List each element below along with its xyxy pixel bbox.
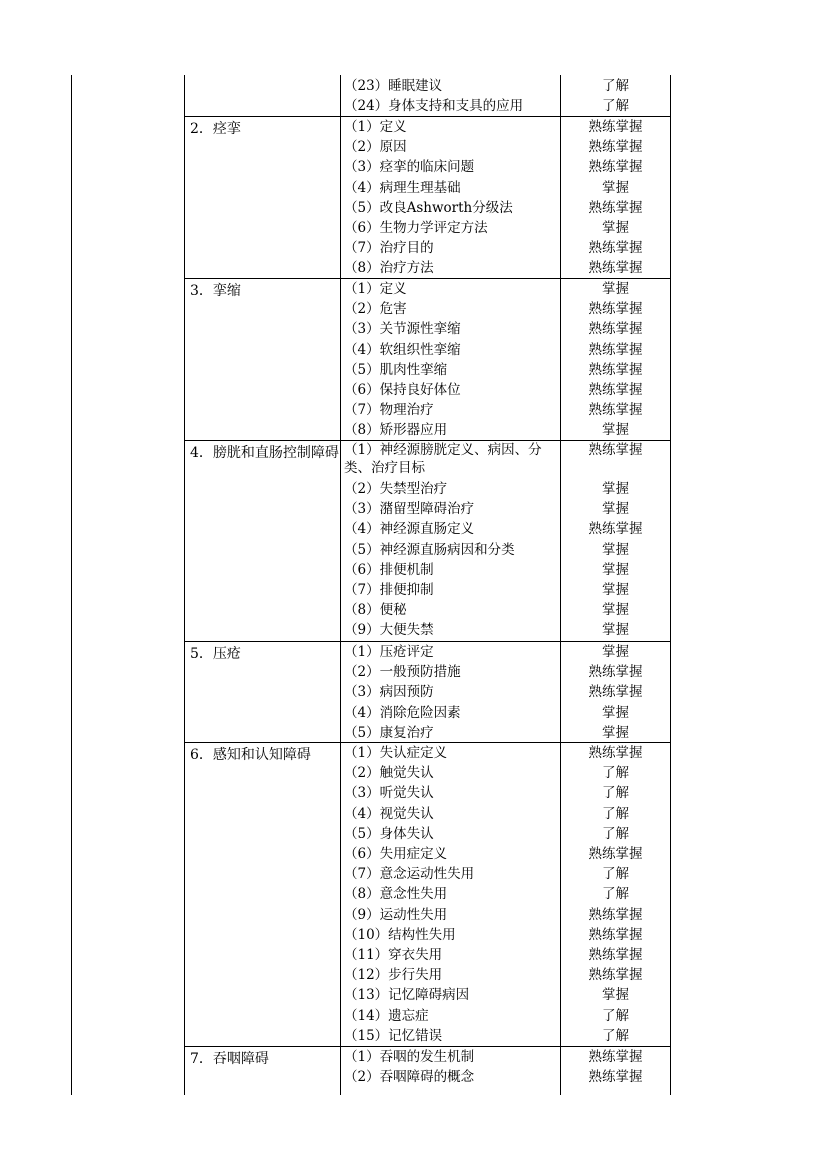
item-text: （2）原因 xyxy=(344,139,407,156)
requirement-level: 掌握 xyxy=(602,561,629,578)
requirement-level: 熟练掌握 xyxy=(588,240,643,257)
requirement-level: 熟练掌握 xyxy=(588,199,643,216)
requirement-level: 熟练掌握 xyxy=(588,521,643,538)
item-list xyxy=(341,76,670,116)
item-list xyxy=(341,117,670,279)
requirement-level: 熟练掌握 xyxy=(588,745,643,762)
category-label: 6．感知和认知障碍 xyxy=(190,747,311,763)
item-text: （24）身体支持和支具的应用 xyxy=(344,98,524,115)
table-divider-category xyxy=(184,75,185,1095)
item-text: （2）一般预防措施 xyxy=(344,664,461,681)
table-row xyxy=(341,1067,670,1087)
requirement-level: 熟练掌握 xyxy=(588,361,643,378)
table-row xyxy=(341,319,670,339)
item-text: （5）神经源直肠病因和分类 xyxy=(344,541,515,558)
requirement-level: 了解 xyxy=(602,765,629,782)
table-row xyxy=(341,925,670,945)
requirement-level: 掌握 xyxy=(602,281,629,298)
table-row xyxy=(341,299,670,319)
requirement-level: 掌握 xyxy=(602,987,629,1004)
requirement-level: 了解 xyxy=(602,825,629,842)
table-row xyxy=(341,884,670,904)
table-row xyxy=(341,540,670,560)
requirement-level: 掌握 xyxy=(602,704,629,721)
table-row xyxy=(341,117,670,137)
requirement-level: 掌握 xyxy=(602,582,629,599)
table-row xyxy=(341,905,670,925)
requirement-level: 掌握 xyxy=(602,644,629,661)
table-row xyxy=(341,238,670,258)
table-row xyxy=(341,580,670,600)
table-row xyxy=(341,178,670,198)
item-text: （3）听觉失认 xyxy=(344,785,434,802)
category-label: 7．吞咽障碍 xyxy=(190,1051,269,1067)
category-label: 4．膀胱和直肠控制障碍 xyxy=(190,445,339,461)
table-row xyxy=(341,560,670,580)
table-row xyxy=(341,662,670,682)
item-text: （6）保持良好体位 xyxy=(344,382,461,399)
requirement-level: 熟练掌握 xyxy=(588,139,643,156)
table-row xyxy=(341,945,670,965)
item-text: （4）视觉失认 xyxy=(344,805,434,822)
requirement-level: 掌握 xyxy=(602,220,629,237)
requirement-level: 熟练掌握 xyxy=(588,926,643,943)
table-row xyxy=(341,499,670,519)
table-row xyxy=(341,682,670,702)
item-text: （5）身体失认 xyxy=(344,825,434,842)
requirement-level: 熟练掌握 xyxy=(588,684,643,701)
table-row xyxy=(341,258,670,278)
item-text: （6）生物力学评定方法 xyxy=(344,220,488,237)
table-row xyxy=(341,519,670,539)
item-text: （4）病理生理基础 xyxy=(344,179,461,196)
requirement-level: 熟练掌握 xyxy=(588,967,643,984)
item-text: （1）吞咽的发生机制 xyxy=(344,1049,475,1066)
requirement-level: 掌握 xyxy=(602,602,629,619)
item-text: （9）大便失禁 xyxy=(344,622,434,639)
table-row xyxy=(341,479,670,499)
item-text: （4）神经源直肠定义 xyxy=(344,521,475,538)
item-text: （3）关节源性挛缩 xyxy=(344,321,461,338)
requirement-level: 熟练掌握 xyxy=(588,442,643,458)
requirement-level: 了解 xyxy=(602,785,629,802)
item-text: （3）痉挛的临床问题 xyxy=(344,159,475,176)
item-text: （1）定义 xyxy=(344,119,407,136)
requirement-level: 掌握 xyxy=(602,179,629,196)
table-border-right xyxy=(670,75,671,1095)
table-row xyxy=(341,400,670,420)
table-row xyxy=(341,804,670,824)
table-border-left xyxy=(71,75,72,1095)
item-text: （6）失用症定义 xyxy=(344,846,448,863)
item-text: （6）排便机制 xyxy=(344,561,434,578)
item-text: （8）治疗方法 xyxy=(344,260,434,277)
item-text: （9）运动性失用 xyxy=(344,906,448,923)
requirement-level: 了解 xyxy=(602,1027,629,1044)
item-text: （3）潴留型障碍治疗 xyxy=(344,501,475,518)
requirement-level: 熟练掌握 xyxy=(588,321,643,338)
table-row xyxy=(341,642,670,662)
table-row xyxy=(341,76,670,96)
item-text: （2）吞咽障碍的概念 xyxy=(344,1069,475,1086)
item-text: （12）步行失用 xyxy=(344,967,443,984)
table-row xyxy=(341,380,670,400)
table-row xyxy=(341,96,670,116)
item-text: （7）排便抑制 xyxy=(344,582,434,599)
item-list xyxy=(341,743,670,1046)
table-row xyxy=(341,137,670,157)
item-text: （7）治疗目的 xyxy=(344,240,434,257)
item-list xyxy=(341,642,670,743)
table-row xyxy=(341,340,670,360)
item-list xyxy=(341,279,670,441)
item-text: （7）物理治疗 xyxy=(344,402,434,419)
item-text: （4）软组织性挛缩 xyxy=(344,341,461,358)
item-text: （2）危害 xyxy=(344,301,407,318)
table-row xyxy=(341,600,670,620)
requirement-level: 熟练掌握 xyxy=(588,1069,643,1086)
table-row xyxy=(341,218,670,238)
item-text: （10）结构性失用 xyxy=(344,926,456,943)
item-text: （5）康复治疗 xyxy=(344,724,434,741)
item-text: （2）失禁型治疗 xyxy=(344,481,448,498)
item-text: （8）便秘 xyxy=(344,602,407,619)
table-row xyxy=(341,783,670,803)
requirement-level: 了解 xyxy=(602,866,629,883)
item-list xyxy=(341,1047,670,1087)
table-row xyxy=(341,360,670,380)
table-row xyxy=(341,198,670,218)
table-row xyxy=(341,723,670,743)
requirement-level: 了解 xyxy=(602,805,629,822)
requirement-level: 掌握 xyxy=(602,422,629,439)
item-text: （15）记忆错误 xyxy=(344,1027,443,1044)
requirement-level: 掌握 xyxy=(602,724,629,741)
requirement-level: 熟练掌握 xyxy=(588,341,643,358)
item-text: （11）穿衣失用 xyxy=(344,946,443,963)
item-list xyxy=(341,441,670,641)
table-row xyxy=(341,743,670,763)
requirement-level: 熟练掌握 xyxy=(588,159,643,176)
item-text: （14）遗忘症 xyxy=(344,1007,429,1024)
table-row xyxy=(341,763,670,783)
requirement-level: 掌握 xyxy=(602,622,629,639)
table-row xyxy=(341,965,670,985)
table-row xyxy=(341,279,670,299)
requirement-level: 熟练掌握 xyxy=(588,119,643,136)
category-label: 5．压疮 xyxy=(190,646,241,662)
requirement-level: 熟练掌握 xyxy=(588,301,643,318)
requirement-level: 了解 xyxy=(602,98,629,115)
item-text: （7）意念运动性失用 xyxy=(344,866,475,883)
table-row xyxy=(341,1047,670,1067)
item-text: （1）失认症定义 xyxy=(344,745,448,762)
requirement-level: 熟练掌握 xyxy=(588,846,643,863)
requirement-level: 掌握 xyxy=(602,481,629,498)
item-text: （13）记忆障碍病因 xyxy=(344,987,470,1004)
table-row xyxy=(341,620,670,640)
requirement-level: 了解 xyxy=(602,78,629,95)
requirement-level: 熟练掌握 xyxy=(588,664,643,681)
requirement-level: 熟练掌握 xyxy=(588,946,643,963)
table-row xyxy=(341,157,670,177)
item-text: （23）睡眠建议 xyxy=(344,78,443,95)
item-text: （5）改良Ashworth分级法 xyxy=(344,199,513,216)
item-text: （8）意念性失用 xyxy=(344,886,448,903)
requirement-level: 掌握 xyxy=(602,541,629,558)
table-row xyxy=(341,441,670,479)
requirement-level: 熟练掌握 xyxy=(588,1049,643,1066)
category-label: 3．挛缩 xyxy=(190,283,241,299)
item-text: （1）定义 xyxy=(344,281,407,298)
table-row xyxy=(341,1026,670,1046)
item-text: （5）肌肉性挛缩 xyxy=(344,361,448,378)
item-text: （1）压疮评定 xyxy=(344,644,434,661)
table-row xyxy=(341,703,670,723)
table-row xyxy=(341,420,670,440)
requirement-level: 熟练掌握 xyxy=(588,906,643,923)
category-label: 2．痉挛 xyxy=(190,121,241,137)
requirement-level: 掌握 xyxy=(602,501,629,518)
item-text: （3）病因预防 xyxy=(344,684,434,701)
requirement-level: 了解 xyxy=(602,1007,629,1024)
item-text: （1）神经源膀胱定义、病因、分类、治疗目标 xyxy=(344,442,542,476)
table-row xyxy=(341,864,670,884)
table-row xyxy=(341,985,670,1005)
table-row xyxy=(341,1005,670,1025)
table-row xyxy=(341,824,670,844)
requirement-level: 熟练掌握 xyxy=(588,382,643,399)
requirement-level: 了解 xyxy=(602,886,629,903)
item-text: （4）消除危险因素 xyxy=(344,704,461,721)
item-text: （8）矫形器应用 xyxy=(344,422,448,439)
item-text: （2）触觉失认 xyxy=(344,765,434,782)
requirement-level: 熟练掌握 xyxy=(588,402,643,419)
table-row xyxy=(341,844,670,864)
requirement-level: 熟练掌握 xyxy=(588,260,643,277)
